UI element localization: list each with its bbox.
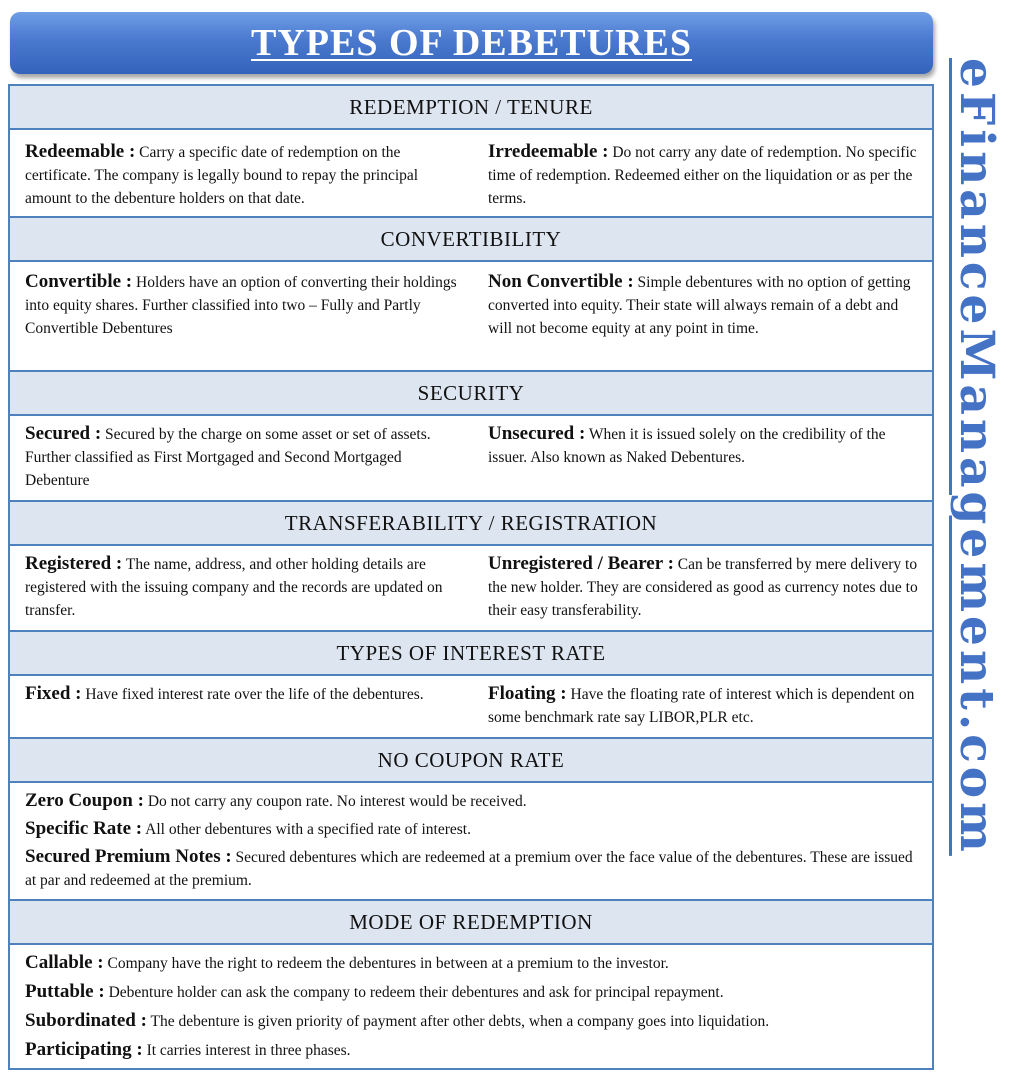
list-item bbox=[25, 1038, 920, 1062]
type-description: Have the floating rate of interest which is dependent on some benchmark rate say LIBOR,PLR etc. bbox=[488, 686, 915, 726]
type-entry-unregistered-bearer bbox=[488, 552, 924, 622]
type-entry-floating bbox=[488, 682, 924, 729]
type-description: Secured by the charge on some asset or set of assets. Further classified as First Mortgaged and Second Mortgaged Debenture bbox=[25, 426, 431, 489]
list-item bbox=[25, 845, 920, 892]
type-description: Holders have an option of converting their holdings into equity shares. Further classified into two – Fully and Partly Convertible Debentures bbox=[25, 274, 457, 337]
type-term: Callable : bbox=[25, 952, 104, 973]
type-description: Debenture holder can ask the company to redeem their debentures and ask for principal repayment. bbox=[104, 984, 724, 1001]
type-term: Irredeemable : bbox=[488, 141, 609, 162]
type-term: Puttable : bbox=[25, 981, 105, 1002]
type-entry-redeemable bbox=[25, 140, 465, 210]
type-description: All other debentures with a specified rate of interest. bbox=[142, 821, 471, 838]
section-heading-interest-rate: TYPES OF INTEREST RATE bbox=[10, 630, 932, 676]
section-heading-redemption-tenure: REDEMPTION / TENURE bbox=[10, 86, 932, 130]
list-item bbox=[25, 951, 920, 975]
type-entry-convertible bbox=[25, 270, 465, 340]
type-term: Registered : bbox=[25, 553, 123, 574]
type-term: Fixed : bbox=[25, 683, 82, 704]
section-heading-transferability: TRANSFERABILITY / REGISTRATION bbox=[10, 500, 932, 546]
coupon-list bbox=[25, 789, 920, 892]
type-term: Participating : bbox=[25, 1039, 143, 1060]
section-body-convertibility bbox=[10, 260, 932, 370]
list-item bbox=[25, 817, 920, 841]
section-body-interest-rate bbox=[10, 674, 932, 737]
type-term: Floating : bbox=[488, 683, 567, 704]
type-description: Do not carry any coupon rate. No interest would be received. bbox=[143, 793, 527, 810]
section-body-redemption-tenure bbox=[10, 130, 932, 216]
section-body-mode-of-redemption bbox=[10, 943, 932, 1068]
list-item bbox=[25, 789, 920, 813]
type-term: Secured Premium Notes : bbox=[25, 846, 232, 867]
type-entry-registered bbox=[25, 552, 465, 622]
section-heading-security: SECURITY bbox=[10, 370, 932, 416]
type-entry-fixed bbox=[25, 682, 465, 706]
type-term: Unsecured : bbox=[488, 423, 586, 444]
redemption-list bbox=[25, 951, 920, 1062]
type-description: Company have the right to redeem the debentures in between at a premium to the investor. bbox=[103, 955, 669, 972]
type-entry-secured bbox=[25, 422, 465, 492]
type-description: Do not carry any date of redemption. No specific time of redemption. Redeemed either on the liquidation or as per the terms. bbox=[488, 144, 917, 207]
list-item bbox=[25, 980, 920, 1004]
type-term: Non Convertible : bbox=[488, 271, 634, 292]
type-description: Secured debentures which are redeemed at a premium over the face value of the debentures. These are issued at par and redeemed at the premium. bbox=[25, 849, 913, 889]
section-body-security bbox=[10, 414, 932, 500]
type-term: Convertible : bbox=[25, 271, 133, 292]
title-banner bbox=[10, 12, 933, 74]
section-body-transferability bbox=[10, 544, 932, 630]
section-heading-mode-of-redemption: MODE OF REDEMPTION bbox=[10, 899, 932, 945]
type-description: It carries interest in three phases. bbox=[142, 1042, 351, 1059]
debenture-types-table bbox=[8, 84, 934, 1070]
section-heading-convertibility: CONVERTIBILITY bbox=[10, 216, 932, 262]
list-item bbox=[25, 1009, 920, 1033]
type-term: Subordinated : bbox=[25, 1010, 147, 1031]
page-title: TYPES OF DEBETURES bbox=[250, 22, 693, 64]
type-term: Specific Rate : bbox=[25, 818, 143, 839]
section-heading-no-coupon-rate: NO COUPON RATE bbox=[10, 737, 932, 783]
type-term: Unregistered / Bearer : bbox=[488, 553, 674, 574]
watermark-text: eFinanceManagement.com bbox=[949, 58, 1004, 856]
type-description: The debenture is given priority of payment after other debts, when a company goes into liquidation. bbox=[146, 1013, 770, 1030]
type-description: Have fixed interest rate over the life of the debentures. bbox=[81, 686, 424, 703]
type-term: Zero Coupon : bbox=[25, 790, 144, 811]
type-description: Simple debentures with no option of getting converted into equity. Their state will always remain of a debt and will not become equity at any point in time. bbox=[488, 274, 911, 337]
type-description: The name, address, and other holding details are registered with the issuing company and the records are updated on transfer. bbox=[25, 556, 443, 619]
type-description: When it is issued solely on the credibility of the issuer. Also known as Naked Debentures. bbox=[488, 426, 886, 466]
type-entry-irredeemable bbox=[488, 140, 924, 210]
type-description: Carry a specific date of redemption on the certificate. The company is legally bound to repay the principal amount to the debenture holders on that date. bbox=[25, 144, 419, 207]
type-term: Secured : bbox=[25, 423, 102, 444]
section-body-no-coupon-rate bbox=[10, 781, 932, 899]
type-term: Redeemable : bbox=[25, 141, 136, 162]
type-description: Can be transferred by mere delivery to the new holder. They are considered as good as currency notes due to their easy transferability. bbox=[488, 556, 918, 619]
type-entry-non-convertible bbox=[488, 270, 924, 340]
type-entry-unsecured bbox=[488, 422, 924, 469]
